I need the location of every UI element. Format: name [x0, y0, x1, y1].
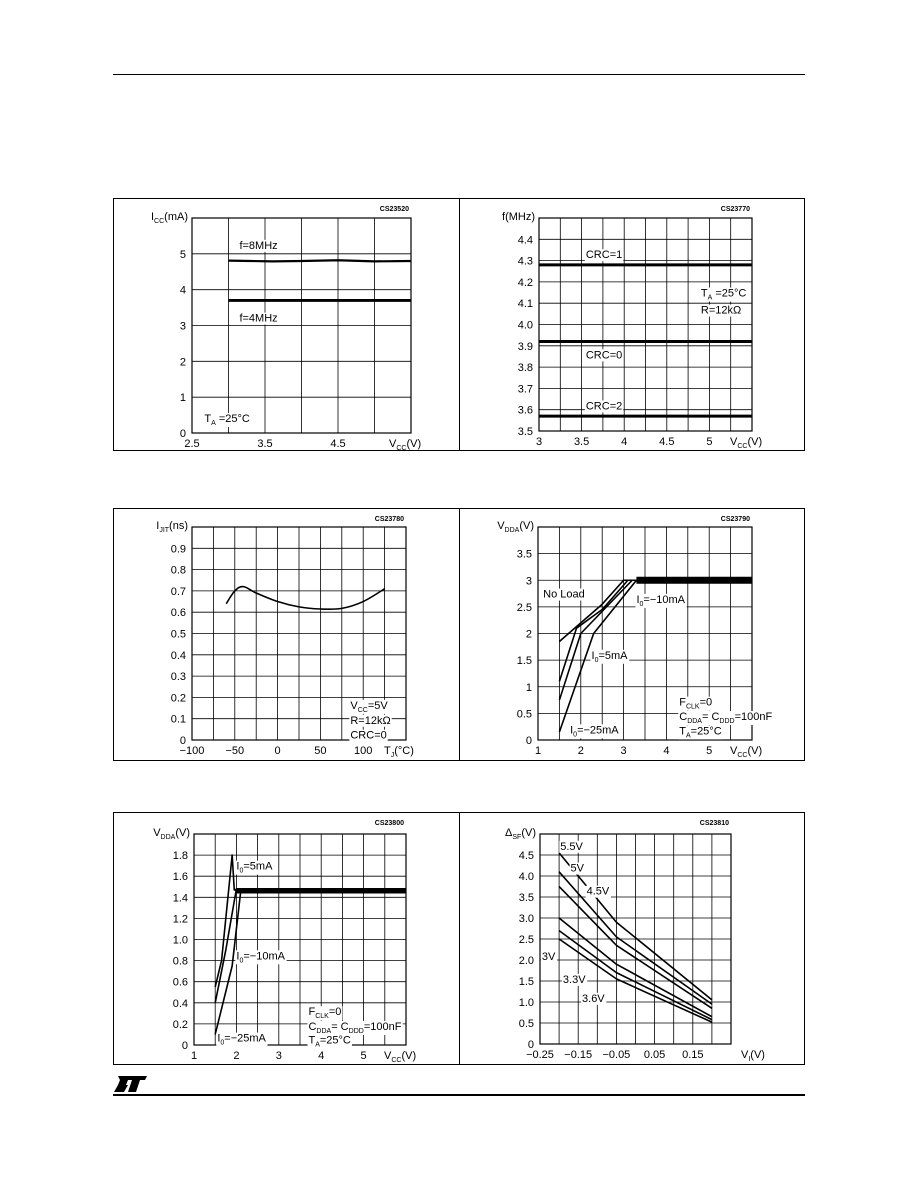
annotation-label: $I_0=-10mA$: [636, 593, 686, 608]
x-axis-label: $V_{CC}(V)$: [384, 1050, 417, 1064]
y-axis-label: $I_{CC}(mA)$: [150, 211, 188, 225]
annotation-label: CRC=0: [350, 729, 387, 742]
annotation-label: $T_A =25^\circ C$: [700, 287, 747, 302]
x-tick-label: 2.5: [184, 438, 200, 450]
y-tick-label: 0.7: [170, 585, 186, 598]
annotation-label: No Load: [543, 588, 585, 601]
chart-svg: [114, 813, 459, 1064]
x-tick-label: −0.25: [526, 1049, 554, 1061]
chart-icc-vs-vcc: [114, 199, 459, 450]
y-tick-label: 4.0: [517, 319, 533, 332]
y-tick-label: 3.8: [517, 362, 533, 375]
y-tick-label: 0: [525, 735, 532, 747]
y-tick-label: 3: [525, 575, 532, 588]
y-tick-label: 3.9: [517, 340, 533, 353]
x-tick-label: 2: [233, 1050, 240, 1062]
y-tick-label: 0.9: [170, 543, 186, 556]
annotation-label: $I_0=5mA$: [591, 649, 628, 664]
header-rule: [113, 74, 805, 75]
y-tick-label: 4.0: [518, 871, 534, 883]
x-tick-label: 5: [706, 436, 713, 448]
y-tick-label: 0: [179, 735, 186, 747]
annotation-label: 3.6V: [582, 992, 605, 1005]
x-tick-label: 1: [190, 1050, 198, 1062]
chart-freq-vs-vcc: [460, 199, 805, 450]
y-tick-label: 1.5: [518, 976, 534, 988]
x-axis-label: $V_{CC}(V)$: [389, 438, 422, 450]
y-tick-label: 1.5: [516, 655, 532, 668]
chart-svg: [460, 509, 805, 760]
y-tick-label: 3.0: [518, 913, 534, 925]
y-axis-label: $V_{DDA}(V)$: [497, 520, 534, 534]
annotation-label: $C_{DDA}= C_{DDD}=100nF$: [308, 1021, 402, 1036]
y-tick-label: 0.5: [516, 708, 532, 721]
chart-vdda-vs-vcc: [460, 509, 805, 760]
y-tick-label: 3.5: [517, 426, 533, 438]
y-tick-label: 0.8: [170, 564, 186, 577]
y-tick-label: 0.4: [170, 649, 186, 662]
y-tick-label: 0: [527, 1039, 534, 1051]
series-line: [215, 889, 406, 1003]
y-tick-label: 2: [525, 628, 532, 641]
annotation-label: 5V: [570, 862, 585, 875]
annotation-label: 3.3V: [562, 973, 586, 986]
y-tick-label: 2: [179, 356, 186, 369]
x-tick-label: 4: [663, 745, 670, 757]
y-tick-label: 0.2: [170, 692, 186, 705]
series-line: [559, 580, 752, 641]
annotation-label: $F_{CLK}=0$: [679, 696, 713, 711]
y-tick-label: 0.1: [170, 713, 186, 726]
y-tick-label: 1: [179, 392, 186, 405]
chart-code: CS23790: [720, 516, 750, 523]
annotation-label: R=12kΩ: [350, 714, 391, 727]
x-axis-label: $V_I(V)$: [741, 1049, 765, 1063]
y-axis-label: $I_{JIT}(ns)$: [156, 520, 188, 534]
y-tick-label: 0.5: [170, 628, 186, 641]
x-axis-label: $V_{CC}(V)$: [730, 436, 763, 450]
st-logo-icon: [114, 1075, 148, 1093]
x-tick-label: 3.5: [573, 436, 590, 448]
series-line: [215, 855, 406, 987]
x-tick-label: 5: [360, 1050, 367, 1062]
y-tick-label: 1.0: [518, 997, 534, 1009]
annotation-label: $I_0=-10mA$: [236, 950, 285, 965]
y-tick-label: 4.5: [518, 850, 534, 862]
y-tick-label: 0.5: [518, 1018, 534, 1030]
chart-row-1: [113, 198, 805, 451]
annotation-label: $I_0=-25mA$: [570, 724, 619, 739]
y-axis-label: $\Delta_{SF}(V)$: [505, 827, 536, 841]
y-tick-label: 0.4: [172, 997, 188, 1010]
annotation-label: $I_0=5mA$: [236, 860, 273, 875]
chart-jitter-vs-tj: [114, 509, 459, 760]
chart-svg: [460, 199, 805, 450]
y-tick-label: 3.6: [517, 404, 533, 417]
y-tick-label: 4: [179, 284, 186, 297]
annotation-label: $T_A=25^\circ C$: [679, 725, 722, 740]
y-tick-label: 0: [181, 1040, 188, 1052]
y-axis-label: f(MHz): [502, 211, 535, 223]
footer-rule: [113, 1094, 805, 1096]
x-axis-label: $V_{CC}(V)$: [730, 745, 763, 759]
x-tick-label: −0.15: [564, 1049, 593, 1061]
y-tick-label: 0: [179, 428, 186, 440]
chart-vdda-vs-vcc-low: [114, 813, 459, 1064]
y-tick-label: 4.1: [517, 298, 533, 311]
y-tick-label: 2.5: [518, 934, 534, 946]
x-tick-label: 2: [577, 745, 584, 757]
annotation-label: CRC=2: [585, 400, 623, 413]
y-tick-label: 1.4: [172, 892, 188, 905]
x-tick-label: 4: [318, 1050, 325, 1062]
y-tick-label: 5: [179, 248, 186, 261]
st-logo: [114, 1075, 148, 1093]
y-tick-label: 0.6: [172, 976, 188, 989]
annotation-label: f=8MHz: [239, 239, 278, 252]
y-tick-label: 0.8: [172, 955, 188, 968]
annotation-label: $T_A=25^\circ C$: [308, 1034, 351, 1049]
chart-code: CS23520: [379, 206, 409, 213]
y-tick-label: 1: [525, 681, 532, 694]
annotation-label: $F_{CLK}=0$: [308, 1006, 342, 1021]
series-line: [229, 260, 412, 261]
chart-svg: [460, 813, 805, 1064]
annotation-label: $C_{DDA}= C_{DDD}=100nF$: [679, 711, 773, 726]
x-tick-label: 3.5: [257, 438, 273, 450]
chart-code: CS23810: [699, 820, 729, 827]
y-tick-label: 1.8: [172, 850, 188, 863]
x-axis-label: $T_J(^\circ C)$: [384, 745, 414, 759]
y-tick-label: 3: [179, 320, 186, 333]
x-tick-label: 3: [620, 745, 627, 757]
annotation-label: 3V: [541, 950, 556, 963]
y-tick-label: 3.7: [517, 383, 533, 396]
y-tick-label: 4.4: [517, 234, 533, 247]
annotation-label: $I_0=-25mA$: [217, 1032, 266, 1047]
x-tick-label: 3: [535, 436, 543, 448]
annotation-label: f=4MHz: [239, 312, 278, 325]
x-tick-label: 50: [314, 745, 327, 757]
y-tick-label: 2.0: [518, 955, 534, 967]
chart-row-3: [113, 812, 805, 1065]
chart-code: CS23770: [720, 206, 750, 213]
chart-code: CS23800: [374, 820, 404, 827]
annotation-label: 5.5V: [560, 840, 583, 853]
x-tick-label: 3: [275, 1050, 282, 1062]
y-tick-label: 0.6: [170, 607, 186, 620]
chart-svg: [114, 199, 459, 450]
chart-dsf-vs-vi: [460, 813, 805, 1064]
x-tick-label: −50: [225, 745, 245, 757]
x-tick-label: −0.05: [602, 1049, 631, 1061]
x-tick-label: 100: [354, 745, 373, 757]
annotation-label: R=12kΩ: [700, 304, 742, 317]
y-tick-label: 3.5: [516, 548, 532, 561]
series-line: [226, 587, 384, 610]
x-tick-label: 4: [621, 436, 628, 448]
x-tick-label: 4.5: [330, 438, 346, 450]
y-tick-label: 0.2: [172, 1018, 188, 1031]
y-tick-label: 4.3: [517, 255, 533, 268]
x-tick-label: 0.05: [643, 1049, 666, 1061]
y-tick-label: 2.5: [516, 601, 532, 614]
y-tick-label: 0.3: [170, 671, 186, 684]
annotation-label: 4.5V: [586, 885, 610, 898]
y-tick-label: 1.2: [172, 913, 188, 926]
annotation-label: CRC=1: [585, 249, 623, 262]
x-tick-label: 4.5: [659, 436, 675, 448]
y-axis-label: $V_{DDA}(V)$: [153, 827, 190, 841]
x-tick-label: 1: [534, 745, 542, 757]
annotation-label: $V_{CC}=5V$: [350, 699, 388, 714]
y-tick-label: 3.5: [518, 892, 534, 904]
chart-row-2: [113, 508, 805, 761]
annotation-label: $T_A =25^\circ C$: [204, 412, 250, 427]
chart-svg: [114, 509, 459, 760]
y-tick-label: 1.0: [172, 934, 188, 947]
x-tick-label: 5: [706, 745, 713, 757]
y-tick-label: 4.2: [517, 276, 533, 289]
annotation-label: CRC=0: [585, 349, 623, 362]
x-tick-label: 0: [274, 745, 281, 757]
x-tick-label: 0.15: [682, 1049, 704, 1061]
chart-code: CS23780: [374, 516, 404, 523]
y-tick-label: 1.6: [172, 871, 188, 884]
x-tick-label: −100: [179, 745, 205, 757]
